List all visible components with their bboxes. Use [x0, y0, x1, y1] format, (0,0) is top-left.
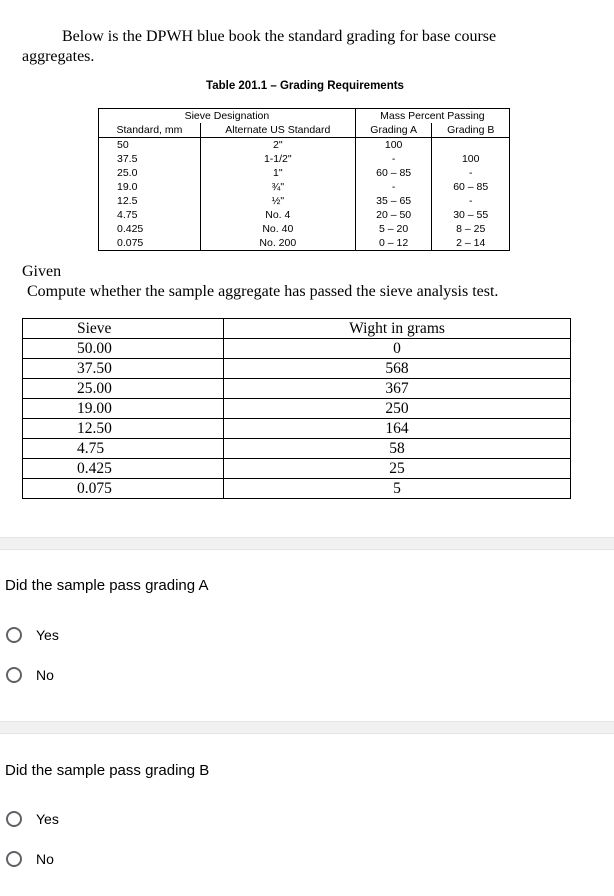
table-row: 25.00 367 — [23, 379, 571, 399]
table-row: 4.75 No. 4 20 – 50 30 – 55 — [99, 208, 510, 222]
header-weight: Wight in grams — [224, 319, 571, 339]
table-row: 0.425 No. 40 5 – 20 8 – 25 — [99, 222, 510, 236]
header-grading-b: Grading B — [432, 123, 510, 138]
q2-option-no[interactable]: No — [6, 851, 54, 867]
table-row: 0.075 No. 200 0 – 12 2 – 14 — [99, 236, 510, 251]
sample-weights-table — [22, 318, 571, 499]
table-row: 50.00 0 — [23, 339, 571, 359]
q1-option-yes[interactable]: Yes — [6, 627, 59, 643]
table-row: 25.0 1" 60 – 85 - — [99, 166, 510, 180]
q1-option-no[interactable]: No — [6, 667, 54, 683]
radio-icon[interactable] — [6, 627, 22, 643]
table-row: 19.0 ¾" - 60 – 85 — [99, 180, 510, 194]
intro-line-1: Below is the DPWH blue book the standard grading for base course — [62, 28, 497, 45]
radio-icon[interactable] — [6, 667, 22, 683]
radio-icon[interactable] — [6, 811, 22, 827]
table-row: 0.075 5 — [23, 479, 571, 499]
header-alternate-us: Alternate US Standard — [200, 123, 355, 138]
section-divider — [0, 721, 614, 734]
header-mass-percent-passing: Mass Percent Passing — [355, 109, 509, 124]
section-divider — [0, 537, 614, 550]
table-row: 12.50 164 — [23, 419, 571, 439]
grading-requirements-table — [98, 108, 510, 251]
question-2-text: Did the sample pass grading B — [5, 762, 210, 779]
radio-icon[interactable] — [6, 851, 22, 867]
question-1-text: Did the sample pass grading A — [5, 577, 209, 594]
table-row: 37.5 1-1/2" - 100 — [99, 152, 510, 166]
header-sieve: Sieve — [23, 319, 224, 339]
given-label: Given — [22, 263, 62, 280]
header-standard-mm: Standard, mm — [99, 123, 201, 138]
table-row: 4.75 58 — [23, 439, 571, 459]
table-row: 12.5 ½" 35 – 65 - — [99, 194, 510, 208]
table-row: 50 2" 100 — [99, 138, 510, 153]
header-sieve-designation: Sieve Designation — [99, 109, 356, 124]
table-row: 37.50 568 — [23, 359, 571, 379]
q2-option-yes[interactable]: Yes — [6, 811, 59, 827]
compute-instruction: Compute whether the sample aggregate has passed the sieve analysis test. — [27, 283, 499, 300]
header-grading-a: Grading A — [355, 123, 432, 138]
intro-line-2: aggregates. — [22, 48, 95, 65]
intro-text — [22, 27, 602, 67]
table-row: 0.425 25 — [23, 459, 571, 479]
table-row: 19.00 250 — [23, 399, 571, 419]
table1-title: Table 201.1 – Grading Requirements — [206, 80, 404, 92]
